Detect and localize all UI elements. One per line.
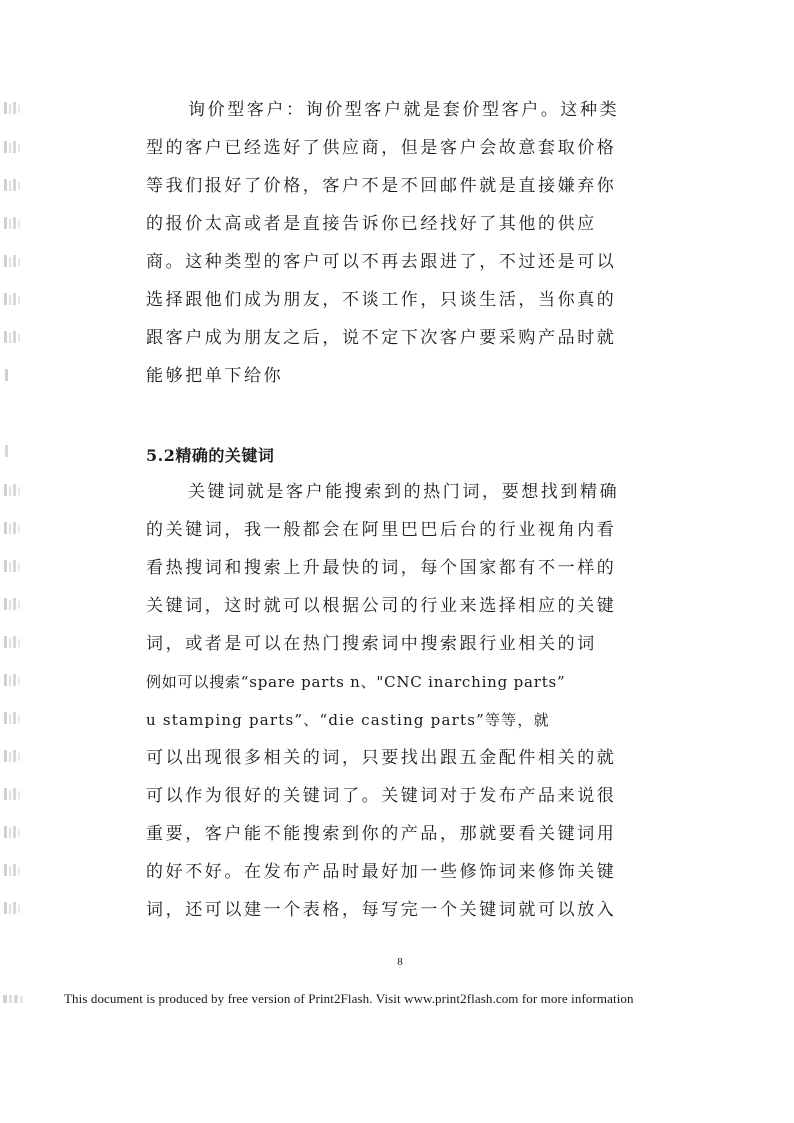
- paragraph-line: 例如可以搜索“spare parts n、"CNC inarching parts”: [146, 673, 566, 691]
- margin-artifact-mark: [2, 100, 22, 116]
- paragraph-line: 选择跟他们成为朋友，不谈工作，只谈生活，当你真的: [146, 290, 617, 310]
- margin-artifact-mark: [2, 634, 22, 650]
- paragraph-line: 跟客户成为朋友之后，说不定下次客户要采购产品时就: [146, 328, 617, 348]
- paragraph-line: 询价型客户：询价型客户就是套价型客户。这种类: [188, 100, 620, 120]
- margin-artifact-mark: [2, 215, 22, 231]
- margin-artifact-mark: [2, 748, 22, 764]
- paragraph-line: 词，或者是可以在热门搜索词中搜索跟行业相关的词: [146, 634, 597, 654]
- margin-artifact-mark: [2, 367, 22, 383]
- margin-artifacts: [2, 0, 24, 1123]
- margin-artifact-mark: [2, 672, 22, 688]
- paragraph-line: 可以出现很多相关的词，只要找出跟五金配件相关的就: [146, 748, 617, 768]
- paragraph-line: 等我们报好了价格，客户不是不回邮件就是直接嫌弃你: [146, 176, 617, 196]
- margin-artifact-mark: [2, 177, 22, 193]
- margin-artifact-mark: [2, 786, 22, 802]
- margin-artifact-mark: [2, 520, 22, 536]
- paragraph-line: u stamping parts”、“die casting parts”等等，就: [146, 711, 550, 729]
- paragraph-line: 词，还可以建一个表格，每写完一个关键词就可以放入: [146, 900, 617, 920]
- paragraph-line: 重要，客户能不能搜索到你的产品，那就要看关键词用: [146, 824, 617, 844]
- margin-artifact-mark: [2, 291, 22, 307]
- paragraph-line: 型的客户已经选好了供应商，但是客户会故意套取价格: [146, 138, 617, 158]
- margin-artifact-mark: [2, 824, 22, 840]
- paragraph-line: 可以作为很好的关键词了。关键词对于发布产品来说很: [146, 786, 617, 806]
- paragraph-line: 的报价太高或者是直接告诉你已经找好了其他的供应: [146, 214, 597, 234]
- section-heading: 5.2精确的关键词: [146, 446, 275, 465]
- margin-artifact-mark: [2, 253, 22, 269]
- paragraph-line: 的关键词，我一般都会在阿里巴巴后台的行业视角内看: [146, 520, 617, 540]
- page-number: 8: [397, 956, 403, 968]
- paragraph-line: 能够把单下给你: [146, 366, 284, 386]
- paragraph-line: 的好不好。在发布产品时最好加一些修饰词来修饰关键: [146, 862, 617, 882]
- paragraph-line: 看热搜词和搜索上升最快的词，每个国家都有不一样的: [146, 558, 617, 578]
- footer-artifact-mark: [2, 993, 24, 1005]
- margin-artifact-mark: [2, 329, 22, 345]
- paragraph-line: 商。这种类型的客户可以不再去跟进了，不过还是可以: [146, 252, 617, 272]
- margin-artifact-mark: [2, 482, 22, 498]
- margin-artifact-mark: [2, 443, 22, 459]
- margin-artifact-mark: [2, 596, 22, 612]
- footer-notice: This document is produced by free version of Print2Flash. Visit www.print2flash.com for more information: [64, 991, 634, 1006]
- margin-artifact-mark: [2, 710, 22, 726]
- paragraph-line: 关键词，这时就可以根据公司的行业来选择相应的关键: [146, 596, 617, 616]
- margin-artifact-mark: [2, 139, 22, 155]
- margin-artifact-mark: [2, 558, 22, 574]
- margin-artifact-mark: [2, 900, 22, 916]
- paragraph-line: 关键词就是客户能搜索到的热门词，要想找到精确: [188, 482, 620, 502]
- margin-artifact-mark: [2, 862, 22, 878]
